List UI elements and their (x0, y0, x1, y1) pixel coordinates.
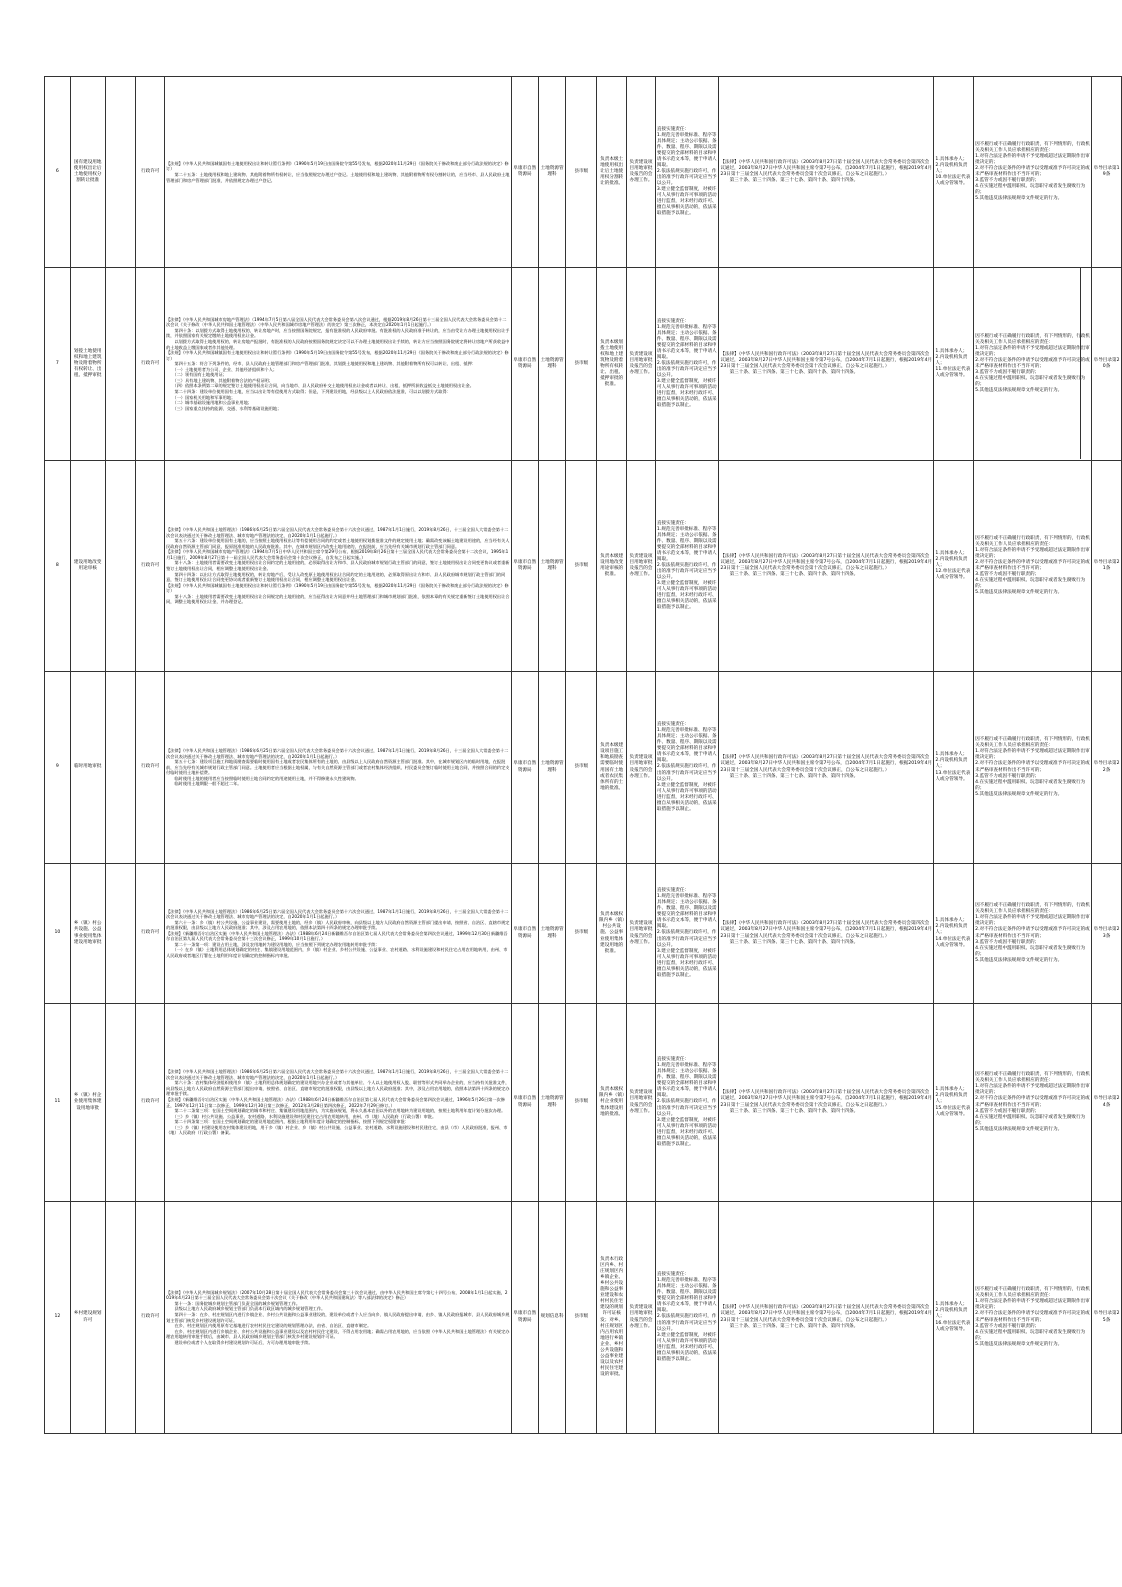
implementing-body-cell: 阜康市自然资源局 (511, 864, 538, 1004)
responsibility-basis-cell: 【法律】《中华人民共和国行政许可法》（2003年8月27日第十届全国人民代表大会常务委员会第四次会议通过，2003年8月27日中华人民共和国主席令第7号公布，自2004年7月1日起施行，根据2019年4月23日第十三届全国人民代表大会常务委员会第十次会议修正，自公布之日起施行。） 第三十条、第三十四条、第三十七条、第四十条、第四十四条。 (719, 1202, 934, 1434)
item-type-cell: 行政许可 (136, 672, 165, 864)
table-row (45, 461, 1122, 672)
responsibility-items-cell: 直接实施责任： 1.规范完善审批标准、程序等具体规定；主动公示依据、条件、数量、程序、期限以及需要提交的全部材料的目录和申请书示范文本等，便于申请人阅取。 2.依法依规实施行政许可，作出的准予行政许可决定应当予以公开。 3.建立健全监督制度，对被许可人从事行政许可事项的活动进行监督，对未经行政许可、擅自从事相关活动的，依法采取措施予以制止。 (655, 864, 718, 1004)
exercise-level-cell: 县市级 (566, 864, 597, 1004)
responsibility-basis-cell: 【法律】《中华人民共和国行政许可法》（2003年8月27日第十届全国人民代表大会常务委员会第四次会议通过，2003年8月27日中华人民共和国主席令第7号公布，自2004年7月1日起施行，根据2019年4月23日第十三届全国人民代表大会常务委员会第十次会议修正，自公布之日起施行。） 第三十条、第三十四条、第三十七条、第四十条、第四十四条。 (719, 864, 934, 1004)
responsible-persons-cell: 1.具体承办人； 2.内设机构负责人； 16.单位法定代表人或分管领导。 (934, 1202, 974, 1434)
duty-scope-detail-cell: 负责建设项目用地审批及报告的会办理工作。 (627, 77, 656, 268)
accountability-clauses-cell: 因不履行或不正确履行行政职责，有下列情形的，行政机关及相关工作人员应承担相应的责任： 1.对符合法定条件的申请不予受理或超过法定期限作出审批决定的； 2.对不符合法定条件的申请予以受理或准予许可决定的或未严格审查材料作出不当许可的； 3.监管不力或因不履行职责的； 4.在实施过程中滥用职权、玩忽职守或者发生腐败行为的； 5.其他违反法律法规规章文件规定的行为。 (974, 268, 1092, 461)
responsibility-items-cell: 直接实施责任： 1.规范完善审批标准、程序等具体规定；主动公示依据、条件、数量、程序、期限以及需要提交的全部材料的目录和申请书示范文本等，便于申请人阅取。 2.依法依规实施行政许可，作出的准予行政许可决定应当予以公开。 3.建立健全监督制度，对被许可人从事行政许可事项的活动进行监督，对未经行政许可、擅自从事相关活动的，依法采取措施予以制止。 (655, 268, 718, 461)
item-name-cell: 乡村建设规划许可 (70, 1202, 105, 1434)
item-type-cell: 行政许可 (136, 268, 165, 461)
legal-basis-cell: 【法律】《中华人民共和国土地管理法》（1986年6月25日第六届全国人民代表大会常务委员会第十六次会议通过，1987年1月1日施行，2019年8月26日，十三届全国人大常委会第十二次会议表决通过关于修改土地管理法、城市房地产管理法的决定，自2020年1月1日起施行。） 第六十一条：乡（镇）村公共设施、公益事业建设，需要使用土地的，经乡（镇）人民政府审核，向县级以上地方人民政府自然资源主管部门提出申请，按照省、自治区、直辖市规定的批准权限，由县级以上地方人民政府批准；其中，涉及占用农用地的，依照本法第四十四条的规定办理审批手续。 【法规】《新疆维吾尔自治区实施〈中华人民共和国土地管理法〉办法》（1988年6月24日新疆维吾尔自治区第七届人民代表大会常务委员会第四次会议通过，1999年12月30日新疆维吾尔自治区第九届人民代表大会常务委员会第十三次会议修正，1999年10月1日施行。） 第二十一条第一项：建设占用土地，涉及农用地转为建设用地的，应当按照下列规定办理农用地转用审批手续： （一）在乡（镇）土地利用总体规划确定的村庄、集镇建设用地范围内，乡（镇）村企业、乡村公共设施、公益事业、农村道路、水利设施建设和村民住宅占用农用地转用，由州、市人民政府或者地区行署在土地利用年度计划确定的控制指标内审批。 (165, 864, 512, 1004)
duty-scope-cell: 负责本级权限内乡（镇）村公共设施、公益事业使用集体建设用地的批准。 (597, 864, 627, 1004)
duty-scope-detail-cell: 负责建设项目用地审批及报告的会办理工作。 (627, 672, 656, 864)
duty-scope-cell: 负责本级权限内乡（镇）村企业使用集体建设用地的批准。 (597, 1004, 627, 1202)
implementing-body-cell: 阜康市自然资源局 (511, 1202, 538, 1434)
sub-item-cell (105, 77, 136, 268)
table-row (45, 1004, 1122, 1202)
item-type-cell: 行政许可 (136, 864, 165, 1004)
accountability-clauses-cell: 因不履行或不正确履行行政职责，有下列情形的，行政机关及相关工作人员应承担相应的责任： 1.对符合法定条件的申请不予受理或超过法定期限作出审批决定的； 2.对不符合法定条件的申请予以受理或准予许可决定的或未严格审查材料作出不当许可的； 3.监管不力或因不履行职责的； 4.在实施过程中滥用职权、玩忽职守或者发生腐败行为的； 5.其他违反法律法规规章文件规定的行为。 (974, 77, 1092, 268)
sub-item-cell (105, 268, 136, 461)
item-type-cell: 行政许可 (136, 461, 165, 672)
responsibility-items-cell: 直接实施责任： 1.规范完善审批标准、程序等具体规定；主动公示依据、条件、数量、程序、期限以及需要提交的全部材料的目录和申请书示范文本等，便于申请人阅取。 2.依法依规实施行政许可，作出的准予行政许可决定应当予以公开。 3.建立健全监督制度，对被许可人从事行政许可事项的活动进行监督，对未经行政许可、擅自从事相关活动的，依法采取措施予以制止。 (655, 77, 718, 268)
duty-scope-cell: 负责本级建设项目施工和地质勘查需要临时使用国有土地或者农民集体所有的土地的批准。 (597, 672, 627, 864)
sub-item-cell (105, 864, 136, 1004)
exercise-level-cell: 县市级 (566, 77, 597, 268)
handling-office-cell: 规划信息科 (538, 1202, 566, 1434)
row-number-cell: 8 (45, 461, 71, 672)
accountability-clauses-cell: 因不履行或不正确履行行政职责，有下列情形的，行政机关及相关工作人员应承担相应的责任： 1.对符合法定条件的申请不予受理或超过法定期限作出审批决定的； 2.对不符合法定条件的申请予以受理或准予许可决定的或未严格审查材料作出不当许可的； 3.监管不力或因不履行职责的； 4.在实施过程中滥用职权、玩忽职守或者发生腐败行为的； 5.其他违反法律法规规章文件规定的行为。 (974, 672, 1092, 864)
handling-office-cell: 土地资源管理科 (538, 77, 566, 268)
table-row (45, 1202, 1122, 1434)
duty-scope-cell: 负责本级划拨土地使用权和地上建筑物及附着物所有权转让、出租、抵押审批的批准。 (597, 268, 627, 461)
responsible-persons-cell: 1.具体承办人； 2.内设机构负责人； 11.单位法定代表人或分管领导。 (934, 268, 974, 461)
item-name-cell: 临时用地审批 (70, 672, 105, 864)
implementing-body-cell: 阜康市自然资源局 (511, 672, 538, 864)
responsibility-basis-cell: 【法律】《中华人民共和国行政许可法》（2003年8月27日第十届全国人民代表大会常务委员会第四次会议通过，2003年8月27日中华人民共和国主席令第7号公布，自2004年7月1日起施行，根据2019年4月23日第十三届全国人民代表大会常务委员会第十次会议修正，自公布之日起施行。） 第三十条、第三十四条、第三十七条、第四十条、第四十四条。 (719, 672, 934, 864)
legal-basis-cell: 【法规】《中华人民共和国城镇国有土地使用权出让和转让暂行条例》（1990年5月19日由国务院令第55号发布，根据2020年11月29日《国务院关于修改和废止部分行政法规的决定》修订） 第二十五条：土地使用权和地上建筑物、其他附着物所有权转让，应当依照规定办理过户登记。土地使用权和地上建筑物、其他附着物所有权分割转让的，应当经市、县人民政府土地管理部门和房产管理部门批准，并依照规定办理过户登记。 (165, 77, 512, 268)
exercise-level-cell: 县市级 (566, 672, 597, 864)
handling-office-cell: 土地资源管理科 (538, 864, 566, 1004)
sub-item-cell (105, 672, 136, 864)
exercise-level-cell: 县市级 (566, 461, 597, 672)
sub-item-cell (105, 461, 136, 672)
row-number-cell: 9 (45, 672, 71, 864)
item-name-cell: 建设用地改变用途审核 (70, 461, 105, 672)
row-number-cell: 6 (45, 77, 71, 268)
responsible-persons-cell: 1.具体承办人； 2.内设机构负责人； 15.单位法定代表人或分管领导。 (934, 1004, 974, 1202)
responsibility-items-cell: 直接实施责任： 1.规范完善审批标准、程序等具体规定；主动公示依据、条件、数量、程序、期限以及需要提交的全部材料的目录和申请书示范文本等，便于申请人阅取。 2.依法依规实施行政许可，作出的准予行政许可决定应当予以公开。 3.建立健全监督制度，对被许可人从事行政许可事项的活动进行监督，对未经行政许可、擅自从事相关活动的，依法采取措施予以制止。 (655, 1004, 718, 1202)
handling-office-cell: 土地资源管理科 (538, 672, 566, 864)
responsibility-basis-cell: 【法律】《中华人民共和国行政许可法》（2003年8月27日第十届全国人民代表大会常务委员会第四次会议通过，2003年8月27日中华人民共和国主席令第7号公布，自2004年7月1日起施行，根据2019年4月23日第十三届全国人民代表大会常务委员会第十次会议修正，自公布之日起施行。） 第三十条、第三十四条、第三十七条、第四十条、第四十四条。 (719, 77, 934, 268)
item-name-cell: 乡（镇）村公共设施、公益事业使用集体建设用地审批 (70, 864, 105, 1004)
handling-office-cell: 土地资源管理科 (538, 1004, 566, 1202)
table-row (45, 864, 1122, 1004)
remark-cell: 阜导目录第19条 (1092, 77, 1122, 268)
item-type-cell: 行政许可 (136, 1202, 165, 1434)
handling-office-cell: 土地资源管理科 (538, 268, 566, 461)
table-row (45, 672, 1122, 864)
responsibility-basis-cell: 【法律】《中华人民共和国行政许可法》（2003年8月27日第十届全国人民代表大会常务委员会第四次会议通过，2003年8月27日中华人民共和国主席令第7号公布，自2004年7月1日起施行，根据2019年4月23日第十三届全国人民代表大会常务委员会第十次会议修正，自公布之日起施行。） 第三十条、第三十四条、第三十七条、第四十条、第四十四条。 (719, 268, 934, 461)
duty-scope-detail-cell: 负责建设项目用地审批及报告的会办理工作。 (627, 1004, 656, 1202)
sub-item-cell (105, 1202, 136, 1434)
table-body (45, 77, 1122, 1434)
exercise-level-cell: 县市级 (566, 268, 597, 461)
accountability-clauses-cell: 因不履行或不正确履行行政职责，有下列情形的，行政机关及相关工作人员应承担相应的责任： 1.对符合法定条件的申请不予受理或超过法定期限作出审批决定的； 2.对不符合法定条件的申请予以受理或准予许可决定的或未严格审查材料作出不当许可的； 3.监管不力或因不履行职责的； 4.在实施过程中滥用职权、玩忽职守或者发生腐败行为的； 5.其他违反法律法规规章文件规定的行为。 (974, 461, 1092, 672)
item-name-cell: 国有建设用地使用权出让后土地使用权分割转让批准 (70, 77, 105, 268)
stray-border-line-top (1048, 267, 1080, 268)
legal-basis-cell: 【法律】《中华人民共和国土地管理法》（1986年6月25日第六届全国人民代表大会常务委员会第十六次会议通过，1987年1月1日施行，2019年8月26日，十三届全国人大常委会第十二次会议表决通过关于修改土地管理法、城市房地产管理法的决定，自2020年1月1日起施行。） 第五十七条：建设项目施工和地质勘查需要临时使用国有土地或者农民集体所有的土地的，由县级以上人民政府自然资源主管部门批准。其中，在城市规划区内的临时用地，在报批前，应当先经有关城市规划行政主管部门同意。土地使用者应当根据土地权属，与有关自然资源主管部门或者农村集体经济组织、村民委员会签订临时使用土地合同，并按照合同的约定支付临时使用土地补偿费。 临时使用土地的使用者应当按照临时使用土地合同约定的用途使用土地，并不得修建永久性建筑物。 临时使用土地期限一般不超过二年。 (165, 672, 512, 864)
accountability-clauses-cell: 因不履行或不正确履行行政职责，有下列情形的，行政机关及相关工作人员应承担相应的责任： 1.对符合法定条件的申请不予受理或超过法定期限作出审批决定的； 2.对不符合法定条件的申请予以受理或准予许可决定的或未严格审查材料作出不当许可的； 3.监管不力或因不履行职责的； 4.在实施过程中滥用职权、玩忽职守或者发生腐败行为的； 5.其他违反法律法规规章文件规定的行为。 (974, 1004, 1092, 1202)
remark-cell: 阜导目录第24条 (1092, 1004, 1122, 1202)
exercise-level-cell: 县市级 (566, 1202, 597, 1434)
legal-basis-cell: 【法律】《中华人民共和国土地管理法》（1986年6月25日第六届全国人民代表大会常务委员会第十六次会议通过，1987年1月1日施行，2019年8月26日，十三届全国人大常委会第十二次会议表决通过关于修改土地管理法、城市房地产管理法的决定，自2020年1月1日起施行。） 第五十六条：建设单位使用国有土地的，应当按照土地使用权出让等有偿使用合同的约定或者土地使用权划拨批准文件的规定使用土地；确需改变该幅土地建设用途的，应当经有关人民政府自然资源主管部门同意，报原批准用地的人民政府批准。其中，在城市规划区内改变土地用途的，在报批前，应当先经有关城市规划行政主管部门同意。 【法律】《中华人民共和国城市房地产管理法》（1994年7月5日中华人民共和国主席令第29号公布，根据2019年8月26日第十三届全国人民代表大会常务委员会第十二次会议，1995年1月1日施行，2009年8月27日第十一届全国人民代表大会常务委员会第十次会议修正，自发布之日起实施。） 第十八条：土地使用者需要改变土地使用权出让合同约定的土地用途的，必须取得出让方和市、县人民政府城市规划行政主管部门的同意，签订土地使用权出让合同变更协议或者重新签订土地使用权出让合同，相应调整土地使用权出让金。 第四十四条：以出让方式取得土地使用权的，转让房地产后，受让人改变原土地使用权出让合同约定的土地用途的，必须取得原出让方和市、县人民政府城市规划行政主管部门的同意，签订土地使用权出让合同变更协议或者重新签订土地使用权出让合同，相应调整土地使用权出让金。 【法规】《中华人民共和国城镇国有土地使用权出让和转让暂行条例》（1990年5月19日由国务院令第55号发布，根据2020年11月29日《国务院关于修改和废止部分行政法规的决定》修订） 第十八条：土地使用者需要改变土地使用权出让合同规定的土地用途的，应当征得出让方同意并经土地管理部门和城市规划部门批准，依照本章的有关规定重新签订土地使用权出让合同，调整土地使用权出让金，并办理登记。 (165, 461, 512, 672)
exercise-level-cell: 县市级 (566, 1004, 597, 1202)
legal-basis-cell: 【法律】《中华人民共和国城市房地产管理法》（1994年7月5日第八届全国人民代表大会常务委员会第八次会议通过，根据2019年8月26日第十三届全国人民代表大会常务委员会第十二次会议《关于修改〈中华人民共和国土地管理法〉〈中华人民共和国城市房地产管理法〉的决定》第三次修正，本决定自2020年1月1日起施行。） 第四十条：以划拨方式取得土地使用权的，转让房地产时，应当按照国务院规定，报有批准权的人民政府审批。有批准权的人民政府准予转让的，应当由受让方办理土地使用权出让手续，并依照国家有关规定缴纳土地使用权出让金。 以划拨方式取得土地使用权的，转让房地产报批时，有批准权的人民政府按照国务院规定决定可以不办理土地使用权出让手续的，转让方应当按照国务院规定将转让房地产所获收益中的土地收益上缴国家或者作其他处理。 【法规】《中华人民共和国城镇国有土地使用权出让和转让暂行条例》（1990年5月19日由国务院令第55号发布，根据2020年11月29日《国务院关于修改和废止部分行政法规的决定》修订） 第四十五条：符合下列条件的，经市、县人民政府土地管理部门和房产管理部门批准，其划拨土地使用权和地上建筑物、其他附着物所有权可以转让、出租、抵押： （一）土地使用者为公司、企业、其他经济组织和个人； （二）领有国有土地使用证； （三）具有地上建筑物、其他附着物合法的产权证明； （四）依照本条例第二章的规定签订土地使用权出让合同，向当地市、县人民政府补交土地使用权出让金或者以转让、出租、抵押所获收益抵交土地使用权出让金。 第二十四条：建设单位使用国有土地，应当以出让等有偿使用方式取得；但是，下列建设用地，经县级以上人民政府依法批准，可以以划拨方式取得： （一）国家机关用地和军事用地； （二）城市基础设施用地和公益事业用地； （三）国家重点扶持的能源、交通、水利等基础设施用地； (165, 268, 512, 461)
responsibility-items-cell: 直接实施责任： 1.规范完善审批标准、程序等具体规定；主动公示依据、条件、数量、程序、期限以及需要提交的全部材料的目录和申请书示范文本等，便于申请人阅取。 2.依法依规实施行政许可，作出的准予行政许可决定应当予以公开。 3.建立健全监督制度，对被许可人从事行政许可事项的活动进行监督，对未经行政许可、擅自从事相关活动的，依法采取措施予以制止。 (655, 672, 718, 864)
remark-cell: 阜导目录第22条 (1092, 672, 1122, 864)
duty-scope-cell: 负责本级土地使用权出让后土地使用权分割转让的批准。 (597, 77, 627, 268)
legal-basis-cell: 【法律】《中华人民共和国土地管理法》（1986年6月25日第六届全国人民代表大会常务委员会第十六次会议通过，1987年1月1日施行，2019年8月26日，十三届全国人大常委会第十二次会议表决通过关于修改土地管理法、城市房地产管理法的决定，自2020年1月1日起施行。） 第六十条：农村集体经济组织使用乡（镇）土地利用总体规划确定的建设用地兴办企业或者与其他单位、个人以土地使用权入股、联营等形式共同举办企业的，应当持有关批准文件，向县级以上地方人民政府自然资源主管部门提出申请，按照省、自治区、直辖市规定的批准权限，由县级以上地方人民政府批准；其中，涉及占用农用地的，依照本法第四十四条的规定办理审批手续。 【法规】《新疆维吾尔自治区实施〈中华人民共和国土地管理法〉办法》（1988年6月24日新疆维吾尔自治区第七届人民代表大会常务委员会第四次会议通过，1996年5月26日第一次修正，1997年12月11日第二次修正，1999年12月30日第三次修正，2012年3月28日第四次修正，2022年7月29日修订。） 第二十二条第三项：在国土空间规划确定的城市和村庄、集镇建设用地范围内，为实施该规划，将永久基本农田以外的农用地转为建设用地的，按照土地利用年度计划分批次办理。 （三）乡（镇）村公共设施、公益事业、农村道路、水利设施建设和村民建住宅占用农用地转用，由州、市（地）人民政府（行政公署）审批。 第二十四条第三项：在国土空间规划确定的建设用地范围内，根据土地利用年度计划确定的控制指标，按照下列规定权限审批： （三）乡（镇）村建设使用农村集体建设用地，用于乡（镇）村企业、乡（镇）村公共设施、公益事业、农村道路、水利设施建设和村民建住宅，由县（市）人民政府批准，报州、市（地）人民政府（行政公署）备案。 (165, 1004, 512, 1202)
responsibility-items-cell: 直接实施责任： 1.规范完善审批标准、程序等具体规定；主动公示依据、条件、数量、程序、期限以及需要提交的全部材料的目录和申请书示范文本等，便于申请人阅取。 2.依法依规实施行政许可，作出的准予行政许可决定应当予以公开。 3.建立健全监督制度，对被许可人从事行政许可事项的活动进行监督，对未经行政许可、擅自从事相关活动的，依法采取措施予以制止。 (655, 1202, 718, 1434)
implementing-body-cell: 阜康市自然资源局 (511, 268, 538, 461)
duty-scope-cell: 负责本行政区内乡、村庄规划区内乡镇企业、乡村公共设施和公益事业建设和农村村民住宅建设的规划许可证核发；对乡、村庄规划区内占用农用地进行乡镇企业、乡村公共设施和公益事业建设以及农村村民住宅建设的审批。 (597, 1202, 627, 1434)
sub-item-cell (105, 1004, 136, 1202)
row-number-cell: 10 (45, 864, 71, 1004)
stray-border-line (1080, 267, 1081, 459)
remark-cell: 阜导目录第25条 (1092, 1202, 1122, 1434)
item-type-cell: 行政许可 (136, 77, 165, 268)
remark-cell: 阜导目录第21条 (1092, 461, 1122, 672)
remark-cell: 阜导目录第23条 (1092, 864, 1122, 1004)
implementing-body-cell: 阜康市自然资源局 (511, 1004, 538, 1202)
implementing-body-cell: 阜康市自然资源局 (511, 461, 538, 672)
row-number-cell: 12 (45, 1202, 71, 1434)
legal-basis-cell: 【法律】《中华人民共和国城乡规划法》（2007年10月28日第十届全国人民代表大会常务委员会第三十次会议通过，由中华人民共和国主席令第七十四号公布，2008年1月1日起实施，2019年4月23日第十三届全国人民代表大会常务委员会第十次会议《关于修改〈中华人民共和国建筑法〉等八部法律的决定》修正） 第十一条：国务院城乡规划主管部门负责全国的城乡规划管理工作。 县级以上地方人民政府城乡规划主管部门负责本行政区域内的城乡规划管理工作。 第四十一条：在乡、村庄规划区内进行乡镇企业、乡村公共设施和公益事业建设的，建设单位或者个人应当向乡、镇人民政府提出申请，由乡、镇人民政府报城市、县人民政府城乡规划主管部门核发乡村建设规划许可证。 在乡、村庄规划区内使用原有宅基地进行农村村民住宅建设的规划管理办法，由省、自治区、直辖市制定。 在乡、村庄规划区内进行乡镇企业、乡村公共设施和公益事业建设以及农村村民住宅建设，不得占用农用地；确需占用农用地的，应当依照《中华人民共和国土地管理法》有关规定办理农用地转用审批手续后，由城市、县人民政府城乡规划主管部门核发乡村建设规划许可证。 建设单位或者个人在取得乡村建设规划许可证后，方可办理用地审批手续。 (165, 1202, 512, 1434)
table-row (45, 268, 1122, 461)
responsible-persons-cell: 1.具体承办人； 2.内设机构负责人； 13.单位法定代表人或分管领导。 (934, 672, 974, 864)
accountability-clauses-cell: 因不履行或不正确履行行政职责，有下列情形的，行政机关及相关工作人员应承担相应的责任： 1.对符合法定条件的申请不予受理或超过法定期限作出审批决定的； 2.对不符合法定条件的申请予以受理或准予许可决定的或未严格审查材料作出不当许可的； 3.监管不力或因不履行职责的； 4.在实施过程中滥用职权、玩忽职守或者发生腐败行为的； 5.其他违反法律法规规章文件规定的行为。 (974, 1202, 1092, 1434)
accountability-clauses-cell: 因不履行或不正确履行行政职责，有下列情形的，行政机关及相关工作人员应承担相应的责任： 1.对符合法定条件的申请不予受理或超过法定期限作出审批决定的； 2.对不符合法定条件的申请予以受理或准予许可决定的或未严格审查材料作出不当许可的； 3.监管不力或因不履行职责的； 4.在实施过程中滥用职权、玩忽职守或者发生腐败行为的； 5.其他违反法律法规规章文件规定的行为。 (974, 864, 1092, 1004)
remark-cell: 阜导目录第20条 (1092, 268, 1122, 461)
duty-scope-detail-cell: 负责建设项目用地审批及报告的会办理工作。 (627, 864, 656, 1004)
implementing-body-cell: 阜康市自然资源局 (511, 77, 538, 268)
handling-office-cell: 土地资源管理科 (538, 461, 566, 672)
item-name-cell: 划拨土地使用权和地上建筑物及附着物所有权转让、出租、抵押审批 (70, 268, 105, 461)
duty-scope-detail-cell: 负责建设项目用地审批及报告的会办理工作。 (627, 268, 656, 461)
responsible-persons-cell: 1.具体承办人； 2.内设机构负责人； 14.单位法定代表人或分管领导。 (934, 864, 974, 1004)
table-row (45, 77, 1122, 268)
responsible-persons-cell: 1.具体承办人； 2.内设机构负责人； 12.单位法定代表人或分管领导。 (934, 461, 974, 672)
responsibility-basis-cell: 【法律】《中华人民共和国行政许可法》（2003年8月27日第十届全国人民代表大会常务委员会第四次会议通过，2003年8月27日中华人民共和国主席令第7号公布，自2004年7月1日起施行，根据2019年4月23日第十三届全国人民代表大会常务委员会第十次会议修正，自公布之日起施行。） 第三十条、第三十四条、第三十七条、第四十条、第四十四条。 (719, 1004, 934, 1202)
responsibility-basis-cell: 【法律】《中华人民共和国行政许可法》（2003年8月27日第十届全国人民代表大会常务委员会第四次会议通过，2003年8月27日中华人民共和国主席令第7号公布，自2004年7月1日起施行，根据2019年4月23日第十三届全国人民代表大会常务委员会第十次会议修正，自公布之日起施行。） 第三十条、第三十四条、第三十七条、第四十条、第四十四条。 (719, 461, 934, 672)
item-name-cell: 乡（镇）村企业使用集体建设用地审批 (70, 1004, 105, 1202)
responsibility-items-cell: 直接实施责任： 1.规范完善审批标准、程序等具体规定；主动公示依据、条件、数量、程序、期限以及需要提交的全部材料的目录和申请书示范文本等，便于申请人阅取。 2.依法依规实施行政许可，作出的准予行政许可决定应当予以公开。 3.建立健全监督制度，对被许可人从事行政许可事项的活动进行监督，对未经行政许可、擅自从事相关活动的，依法采取措施予以制止。 (655, 461, 718, 672)
row-number-cell: 11 (45, 1004, 71, 1202)
duty-scope-detail-cell: 负责建设项目用地审批及报告的会办理工作。 (627, 461, 656, 672)
duty-scope-cell: 负责本级建设用地改变用途审核的批准。 (597, 461, 627, 672)
duty-scope-detail-cell: 负责建设项目用地审批及报告的会办理工作。 (627, 1202, 656, 1434)
responsible-persons-cell: 1.具体承办人； 2.内设机构负责人； 10.单位法定代表人或分管领导。 (934, 77, 974, 268)
responsibility-list-table (44, 76, 1122, 1434)
row-number-cell: 7 (45, 268, 71, 461)
item-type-cell: 行政许可 (136, 1004, 165, 1202)
